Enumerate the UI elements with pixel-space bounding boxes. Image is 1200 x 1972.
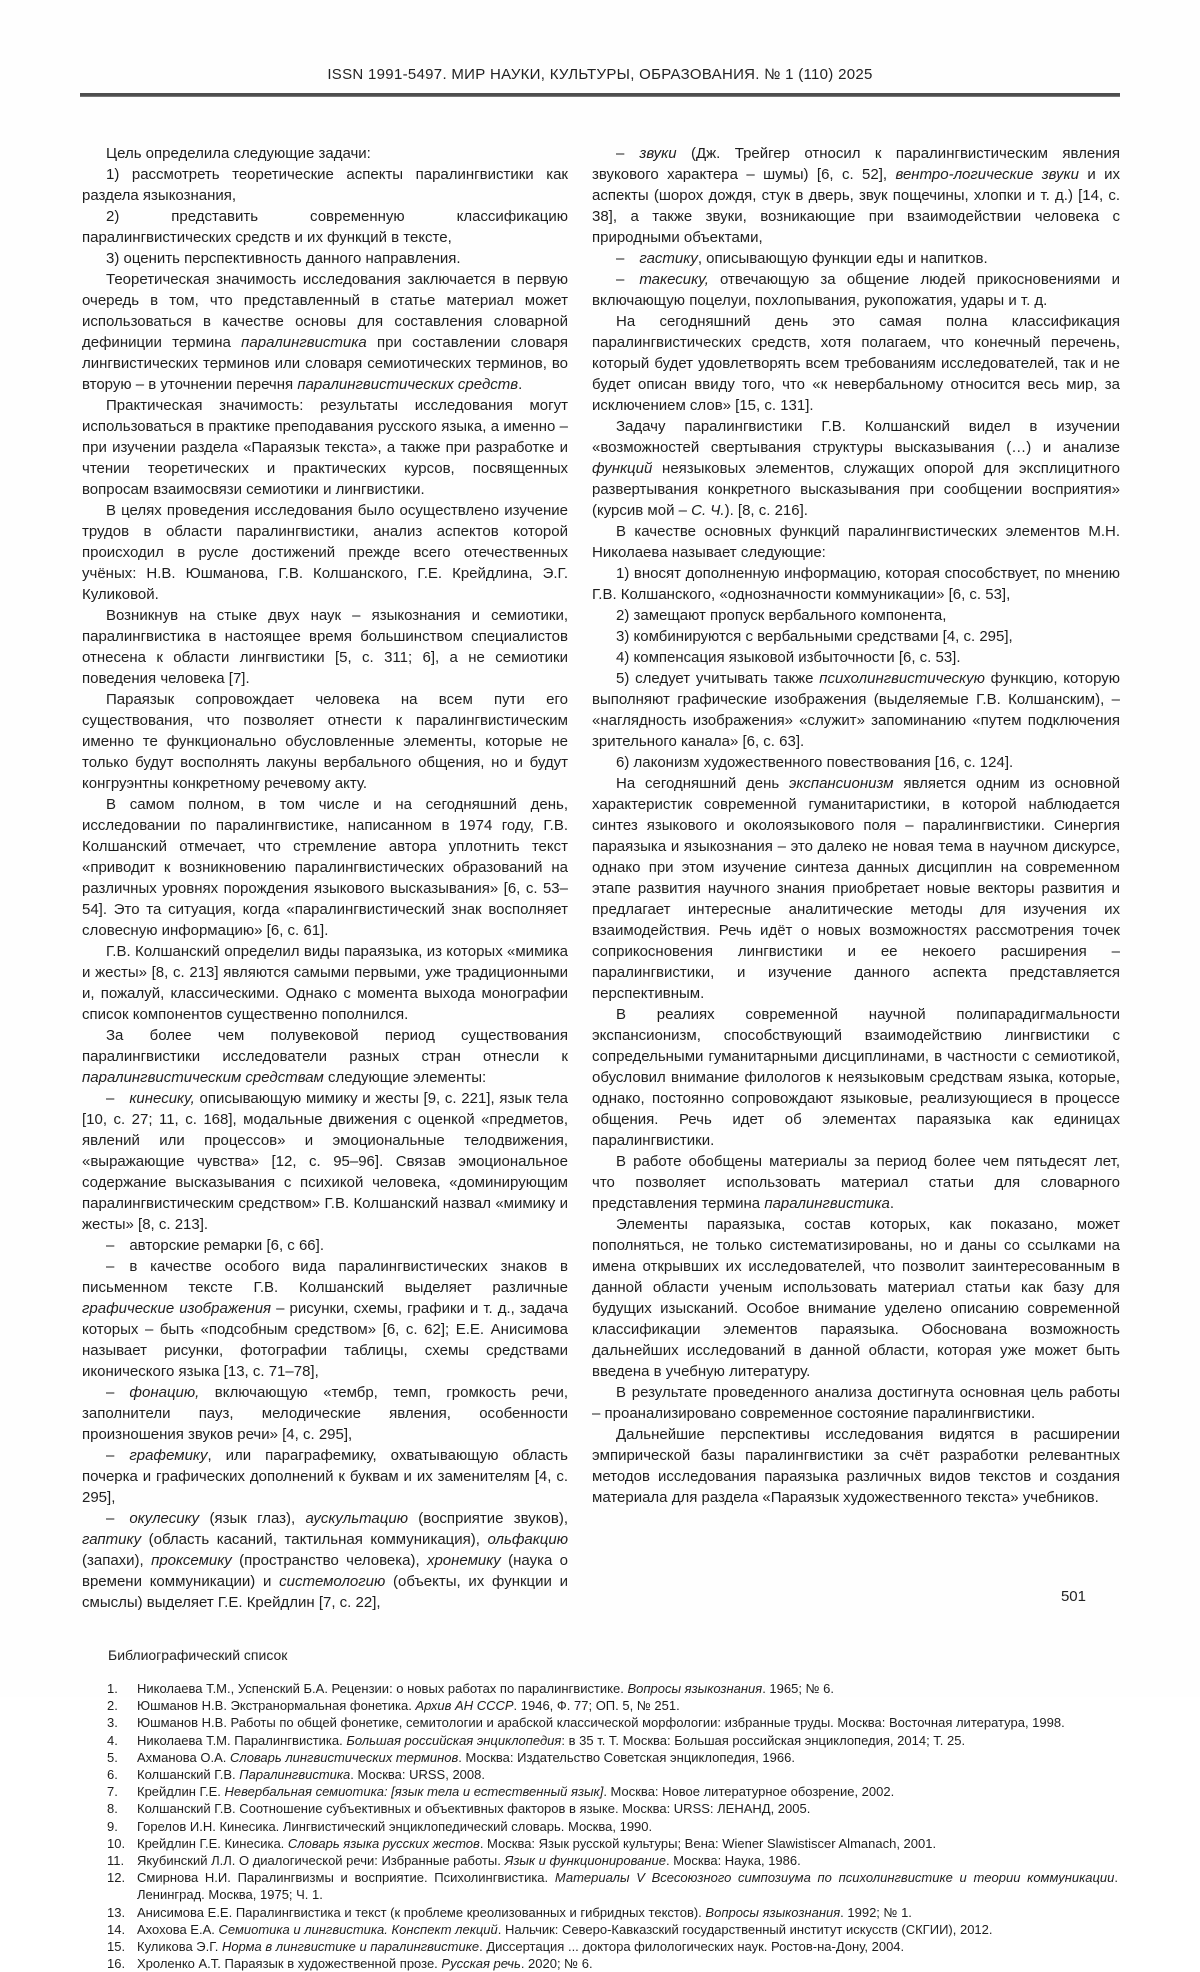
bibliography-item-text [137,1938,1118,1955]
text-run: функцию, которую выполняют графические изображения (выделяемые Г.В. Колшанским), – «наглядность изображения» «служит» запоминанию «путем подключения зрительного канала» [6, с. 63]. [592,670,1121,750]
italic-term: С. Ч. [691,502,725,519]
italic-term: ольфакцию [487,1531,568,1548]
bibliography-item [82,1732,1118,1749]
text-run: Крейдлин Г.Е. [137,1784,225,1800]
text-run: Анисимова Е.Е. Паралингвистика и текст (к проблеме креолизованных и гибридных текстов). [137,1904,706,1920]
text-run: Куликова Э.Г. [137,1939,222,1955]
text-run: (область касаний, тактильная коммуникация), [141,1531,488,1548]
text-run: (запахи), [82,1552,152,1569]
text-run: является одним из основной характеристик современной гуманитаристики, в которой наблюдается синтез языкового и околоязыкового поля – паралингвистики. Синергия параязыка и языкознания – это далеко не новая тема в научном дискурсе, однако при этом изучение синтеза данных дисциплин на современном этапе развития научного знания приобретает новые векторы развития и предлагает интересные аналитические методы для изучения их взаимодействия. Речь идёт о новых возможностях рассмотрения точек соприкосновения лингвистики и ее некоего расширения – паралингвистики, и изучение данного аспекта представляется перспективным. [592,775,1120,1002]
bibliography-item-number: 13. [107,1904,126,1920]
text-run: , или параграфемику, охватывающую область почерка и графических дополнений к буквам и их заменителям [4, с. 295], [82,1447,568,1506]
text-run: 1) рассмотреть теоретические аспекты паралингвистики как раздела языкознания, [82,166,568,204]
text-run: . 1946, Ф. 77; ОП. 5, № 251. [513,1698,680,1714]
text-run: В реалиях современной научной полипарадигмальности экспансионизм, способствующий взаимодействию лингвистики с сопредельными гуманитарными дисциплинами, в частности с семиотикой, обусловил внимание филологов к неязыковым средствам языка, которые, однако, постоянно сопровождают языковые, реализующиеся в процессе общения. Речь идет об элементах параязыка как единицах паралингвистики. [592,1006,1120,1149]
text-run: Практическая значимость: результаты исследования могут использоваться в практике преподавания русского языка, а именно – при изучении раздела «Параязык текста», а также при разработке и чтении теоретических и практических курсов, посвященных вопросам взаимосвязи семиотики и лингвистики. [82,397,568,498]
text-run: За более чем полувековой период существования паралингвистики исследователи разных стран отнесли к [82,1027,568,1065]
paragraph [592,752,1120,773]
text-run: Николаева Т.М., Успенский Б.А. Рецензии: о новых работах по паралингвистике. [137,1681,628,1696]
bibliography-item [82,1938,1118,1955]
italic-term: графические изображения [82,1300,272,1317]
bibliography-item [82,1800,1118,1817]
text-run: Параязык сопровождает человека на всем пути его существования, что позволяет отнести к паралингвистическим именно те функционально обусловленные элементы, которые не только будут восполнять лакуны вербального общения, но и будут конгруэнтны конкретному речевому акту. [82,691,568,792]
italic-term: экспансионизм [789,775,894,792]
text-run: 2) замещают пропуск вербального компонента, [616,607,947,624]
text-run: Возникнув на стыке двух наук – языкознания и семиотики, паралингвистика в настоящее время большинством специалистов отнесена к области лингвистики [5, с. 311; 6], а не семиотики поведения человека [7]. [82,607,568,687]
italic-term: Семиотика и лингвистика. Конспект лекций [218,1921,498,1937]
paragraph [592,605,1120,626]
header-rule [80,93,1120,97]
text-run: при составлении словаря лингвистических терминов или словаря семиотических терминов, во вторую – в уточнении перечня [82,334,568,393]
bibliography-item-number: 12. [107,1870,126,1886]
text-run: , описывающую функции еды и напитков. [697,250,988,267]
italic-term: Норма в лингвистике и паралингвистике [221,1939,480,1955]
bibliography-item-text [137,1921,1118,1938]
bibliography-item [82,1714,1118,1731]
text-run: (язык глаз), [199,1510,306,1527]
text-run: (наука о времени коммуникации) и [82,1552,568,1590]
paragraph [592,773,1120,1004]
bibliography-item [82,1904,1118,1921]
text-run: В результате проведенного анализа достигнута основная цель работы – проанализировано современное состояние паралингвистики. [592,1384,1120,1422]
text-run: 3) оценить перспективность данного направления. [106,250,461,267]
italic-term: вентро-логические звуки [895,166,1079,183]
text-run: авторские ремарки [6, с 66]. [129,1237,324,1254]
bibliography-item-number: 4. [107,1732,118,1748]
italic-term: звуки [639,145,677,162]
bibliography-item [82,1835,1118,1852]
italic-term: Словарь языка русских жестов [287,1835,480,1851]
text-run: Г.В. Колшанский определил виды параязыка, из которых «мимика и жесты» [8, с. 213] являются самыми первыми, уже традиционными и, пожалуй, классическими. Однако с момента выхода монографии список компонентов существенно пополнился. [82,943,568,1023]
bibliography-item-text [137,1766,1118,1783]
list-dash: – [106,1447,115,1464]
italic-term: паралингвистика [764,1195,890,1212]
italic-term: Архив АН СССР [415,1698,514,1714]
list-dash: – [616,145,625,162]
text-run: . Москва: URSS, 2008. [350,1767,485,1783]
bibliography-item-text [137,1697,1118,1714]
italic-term: Вопросы языкознания [705,1904,841,1920]
text-run: 3) комбинируются с вербальными средствами [4, с. 295], [616,628,1013,645]
text-run: (Дж. Трейгер относил к паралингвистическим явления звукового характера – шумы) [6, с. 52], [592,145,1120,183]
bibliography-item-text [137,1749,1118,1766]
text-run: В качестве основных функций паралингвистических элементов М.Н. Николаева называет следующие: [592,523,1120,561]
paragraph [82,269,568,395]
text-run: включающую «тембр, темп, громкость речи, заполнители пауз, мелодические явления, особенности произношения звуков речи» [4, с. 295], [82,1384,568,1443]
text-run: Смирнова Н.И. Паралингвизмы и восприятие. Психолингвистика. [137,1870,555,1886]
bibliography-item-number: 5. [107,1749,118,1765]
bibliography-item-number: 9. [107,1818,118,1834]
page-header [0,0,1200,97]
text-run: Юшманов Н.В. Экстранормальная фонетика. [137,1698,416,1714]
italic-term: гастику [639,250,698,267]
italic-term: Невербальная семиотика: [язык тела и естественный язык] [224,1784,604,1800]
paragraph [82,1508,568,1613]
bibliography-item-number: 11. [107,1853,125,1869]
left-column [82,143,568,1613]
italic-term: аускультацию [305,1510,408,1527]
italic-term: Словарь лингвистических терминов [229,1749,459,1765]
text-run: 1) вносят дополненную информацию, которая способствует, по мнению Г.В. Колшанского, «однозначности коммуникации» [6, с. 53], [592,565,1120,603]
bibliography-item [82,1783,1118,1800]
paragraph [592,521,1120,563]
paragraph [82,794,568,941]
paragraph [82,941,568,1025]
bibliography-item-number: 3. [107,1715,118,1731]
bibliography-item-number: 10. [107,1835,126,1851]
italic-term: Материалы V Всесоюзного симпозиума по психолингвистике и теории коммуникации [554,1870,1115,1886]
paragraph [592,269,1120,311]
bibliography-item-number: 2. [107,1698,118,1714]
text-run: Ахохова Е.А. [137,1921,219,1937]
text-run: неязыковых элементов, служащих опорой для эксплицитного развертывания конкретного высказывания при сообщении восприятия» (курсив мой – [592,460,1120,519]
bibliography-item [82,1697,1118,1714]
italic-term: проксемику [151,1552,232,1569]
paragraph [82,500,568,605]
italic-term: фонацию, [129,1384,200,1401]
italic-term: паралингвистических средств [297,376,519,393]
bibliography-item-text [137,1783,1118,1800]
text-run: Дальнейшие перспективы исследования видятся в расширении эмпирической базы паралингвистики за счёт разработки релевантных методов исследования параязыка различных видов текстов и создания материала для раздела «Параязык художественного текста» учебников. [592,1426,1120,1506]
bibliography-item-text [137,1955,1118,1972]
bibliography-item [82,1955,1118,1972]
text-run: . Ленинград. Москва, 1975; Ч. 1. [137,1870,1118,1903]
italic-term: паралингвистика [241,334,367,351]
text-run: ). [8, с. 216]. [724,502,808,519]
text-run: Элементы параязыка, состав которых, как показано, может пополняться, не только систематизированы, но и даны со ссылками на имена открывших их исследователей, что позволит заинтересованным в данной области ученым использовать материал статьи как базу для будущих изысканий. Особое внимание уделено описанию современной классификации элементов параязыка. Обоснована возможность дальнейших исследований в данной области, которая уже может быть введена в учебную литературу. [592,1216,1120,1380]
bibliography-item-text [137,1869,1118,1903]
paragraph [82,1256,568,1382]
text-run: Хроленко А.Т. Параязык в художественной прозе. [137,1956,442,1972]
bibliography-item [82,1869,1118,1903]
bibliography-item-number: 14. [107,1921,126,1937]
text-run: В самом полном, в том числе и на сегодняшний день, исследовании по паралингвистике, написанном в 1974 году, Г.В. Колшанский отмечает, что стремление автора уплотнить текст «приводит к возникновению паралингвистических образований на различных уровнях порождения языкового высказывания» [6, с. 53–54]. Это та ситуация, когда «паралингвистический знак восполняет словесную информацию» [6, с. 61]. [82,796,568,939]
text-run: Крейдлин Г.Е. Кинесика. [137,1835,288,1851]
italic-term: хронемику [426,1552,501,1569]
paragraph [82,605,568,689]
text-run: 2) представить современную классификацию паралингвистических средств и их функций в тексте, [82,208,568,246]
text-run: 6) лаконизм художественного повествования [16, с. 124]. [616,754,1014,771]
text-run: Цель определила следующие задачи: [106,145,371,162]
text-run: . 2020; № 6. [520,1956,593,1972]
text-run: . Диссертация ... доктора филологических наук. Ростов-на-Дону, 2004. [479,1939,905,1955]
italic-term: графемику [129,1447,208,1464]
paragraph [592,1382,1120,1424]
text-run: Ахманова О.А. [137,1749,230,1765]
text-run: На сегодняшний день это самая полна классификация паралингвистических средств, хотя полагаем, что конечный перечень, который будет удовлетворять всем требованиям исследователей, так и не будет описан ввиду того, что «к невербальному относится весь мир, за исключением слов» [15, с. 131]. [592,313,1120,414]
list-dash: – [106,1090,115,1107]
text-run: – рисунки, схемы, графики и т. д., задача которых – быть «подсобным средством» [6, с. 62]; Е.Е. Анисимова называет рисунки, фотографии таблицы, схемы средствами иконического языка [13, с. 71–78], [82,1300,568,1380]
text-run: : в 35 т. Т. Москва: Большая российская энциклопедия, 2014; Т. 25. [561,1732,966,1748]
bibliography-item-number: 1. [107,1681,118,1696]
bibliography-item [82,1749,1118,1766]
paragraph [592,311,1120,416]
paragraph [82,395,568,500]
bibliography-section [82,1647,1118,1972]
text-run: Колшанский Г.В. [137,1767,240,1783]
text-run: 5) следует учитывать также [616,670,820,687]
paragraph [592,248,1120,269]
italic-term: паралингвистическим средствам [82,1069,324,1086]
paragraph [82,143,568,164]
bibliography-item-text [137,1800,1118,1817]
text-run: Колшанский Г.В. Соотношение субъективных и объективных факторов в языке. Москва: URSS: ЛЕНАНД, 2005. [137,1801,811,1817]
text-run: . Москва: Наука, 1986. [665,1853,801,1869]
text-run: Юшманов Н.В. Работы по общей фонетике, семитологии и арабской классической морфологии: избранные труды. Москва: Восточная литература, 1998. [137,1715,1065,1731]
paragraph [592,626,1120,647]
text-run: Теоретическая значимость исследования заключается в первую очередь в том, что представленный в статье материал может использоваться в качестве основы для составления словарной дефиниции термина [82,271,568,351]
paragraph [82,1445,568,1508]
bibliography-item-text [137,1852,1118,1869]
text-run: . [518,376,523,393]
bibliography-item [82,1680,1118,1697]
paragraph [82,689,568,794]
bibliography-item [82,1852,1118,1869]
paragraph [592,647,1120,668]
list-dash: – [106,1384,115,1401]
italic-term: гаптику [82,1531,142,1548]
italic-term: функций [592,460,653,477]
text-run: описывающую мимику и жесты [9, с. 221], язык тела [10, с. 27; 11, с. 168], модальные движения с оценкой «предметов, явлений или процессов» и эмоциональные телодвижения, «выражающие чувства» [12, с. 95–96]. Связав эмоциональное содержание высказывания с психикой человека, «доминирующим паралингвистическим средством» Г.В. Колшанский назвал «мимику и жесты» [8, с. 213]. [82,1090,568,1233]
text-run: . 1965; № 6. [762,1681,834,1696]
text-run: . Москва: Язык русской культуры; Вена: Wiener Slawistiscer Almanach, 2001. [479,1835,937,1851]
bibliography-item-number: 15. [107,1939,126,1955]
paragraph [82,1088,568,1235]
text-run: . Москва: Новое литературное обозрение, 2002. [603,1784,895,1800]
text-run: (объекты, их функции и смыслы) выделяет Г.Е. Крейдлин [7, с. 22], [82,1573,568,1611]
text-run: Якубинский Л.Л. О диалогической речи: Избранные работы. [137,1853,505,1869]
bibliography-item-number: 7. [107,1784,118,1800]
text-run: . Нальчик: Северо-Кавказский государственный институт искусств (СКГИИ), 2012. [497,1921,993,1937]
bibliography-item-text [137,1818,1118,1835]
text-run: . [889,1195,895,1212]
text-run: отвечающую за общение людей прикосновениями и включающую поцелуи, похлопывания, рукопожатия, удары и т. д. [592,271,1120,309]
italic-term: такесику, [639,271,709,288]
paragraph [592,563,1120,605]
right-column [592,143,1120,1613]
paragraph [82,1235,568,1256]
italic-term: Русская речь [441,1956,521,1972]
bibliography-item-text [137,1732,1118,1749]
paragraph [82,1382,568,1445]
text-run: (восприятие звуков), [407,1510,568,1527]
text-run: . 1992; № 1. [840,1904,912,1920]
list-dash: – [616,271,625,288]
text-run: В целях проведения исследования было осуществлено изучение трудов в области паралингвистики, анализ аспектов которой происходил в русле достижений прежде всего отечественных учёных: Н.В. Юшманова, Г.В. Колшанского, Г.Е. Крейдлина, Э.Г. Куликовой. [82,502,568,603]
paragraph [592,1151,1120,1214]
paragraph [592,1004,1120,1151]
text-run: следующие элементы: [323,1069,487,1086]
paragraph [592,416,1120,521]
text-run: В работе обобщены материалы за период более чем пятьдесят лет, что позволяет использовать материал статьи для словарного представления термина [592,1153,1120,1212]
paragraph [82,1025,568,1088]
journal-issn-title: ISSN 1991-5497. МИР НАУКИ, КУЛЬТУРЫ, ОБРАЗОВАНИЯ. № 1 (110) 2025 [327,66,873,83]
paragraph [82,164,568,206]
paragraph [592,668,1120,752]
paragraph [82,248,568,269]
italic-term: Язык и функционирование [504,1853,666,1869]
italic-term: кинесику, [129,1090,195,1107]
list-dash: – [106,1510,115,1527]
bibliography-item-number: 6. [107,1767,118,1783]
bibliography-item-text [137,1904,1118,1921]
bibliography-list [82,1680,1118,1972]
bibliography-item [82,1921,1118,1938]
bibliography-title: Библиографический список [108,1647,288,1663]
italic-term: Вопросы языкознания [627,1681,763,1696]
bibliography-item-text [137,1714,1118,1731]
article-body [82,143,1121,1613]
text-run: (пространство человека), [231,1552,427,1569]
italic-term: Большая российская энциклопедия [346,1732,562,1748]
text-run: На сегодняшний день [616,775,790,792]
list-dash: – [106,1258,115,1275]
bibliography-item-text [137,1835,1118,1852]
text-run: Николаева Т.М. Паралингвистика. [137,1732,347,1748]
list-dash: – [616,250,625,267]
italic-term: окулесику [129,1510,200,1527]
text-run: . Москва: Издательство Советская энциклопедия, 1966. [458,1749,795,1765]
paragraph [592,143,1120,248]
text-run: Горелов И.Н. Кинесика. Лингвистический энциклопедический словарь. Москва, 1990. [137,1818,653,1834]
bibliography-item-number: 8. [107,1801,118,1817]
text-run: и их аспекты (шорох дождя, стук в дверь, звук пощечины, хлопки и т. д.) [14, с. 38], а также звуки, возникающие при взаимодействии человека с природными объектами, [592,166,1121,246]
italic-term: системологию [279,1573,386,1590]
bibliography-item [82,1766,1118,1783]
paragraph [82,206,568,248]
text-run: 4) компенсация языковой избыточности [6, с. 53]. [616,649,961,666]
bibliography-item [82,1818,1118,1835]
paragraph [592,1424,1120,1508]
paragraph [592,1214,1120,1382]
bibliography-item-text [137,1680,1118,1697]
text-run: в качестве особого вида паралингвистических знаков в письменном тексте Г.В. Колшанский выделяет различные [82,1258,568,1296]
page-number: 501 [1060,1588,1086,1605]
list-dash: – [106,1237,115,1254]
bibliography-item-number: 16. [107,1956,126,1972]
text-run: Задачу паралингвистики Г.В. Колшанский видел в изучении «возможностей свертывания структуры высказывания (…) и анализе [592,418,1120,456]
italic-term: психолингвистическую [819,670,985,687]
italic-term: Паралингвистика [239,1767,351,1783]
